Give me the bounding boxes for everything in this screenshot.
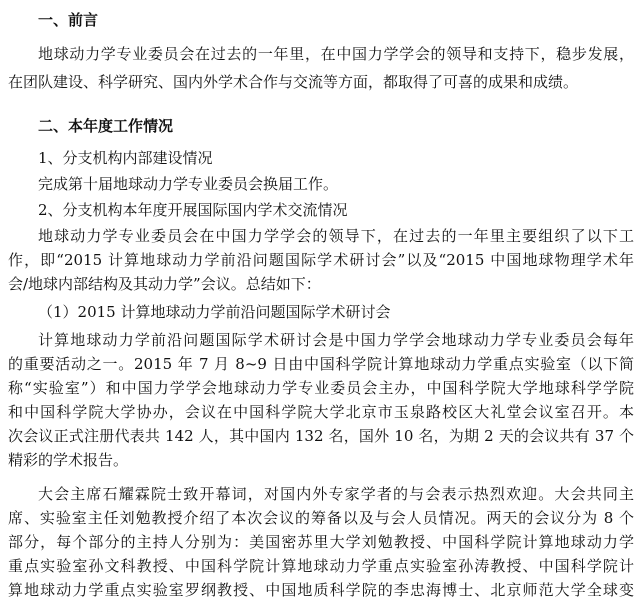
paragraph-line: 地球动力学专业委员会在过去的一年里，在中国力学学会的领导和支持下，稳步发展，: [38, 45, 634, 63]
paragraph-line: 地球动力学专业委员会在中国力学学会的领导下，在过去的一年里主要组织了以下工: [38, 227, 634, 245]
paragraph-line: 算地球动力学重点实验室罗纲教授、中国地质科学院的李忠海博士、北京师范大学全球变: [8, 581, 634, 599]
paragraph-line: 部分，每个部分的主持人分别为：美国密苏里大学刘勉教授、中国科学院计算地球动力学: [8, 533, 634, 551]
paragraph-line: 席、实验室主任刘勉教授介绍了本次会议的筹备以及与会人员情况。两天的会议分为 8 个: [8, 509, 634, 527]
paragraph-line: 精彩的学术报告。: [8, 451, 129, 469]
section-heading-work: 二、本年度工作情况: [38, 117, 174, 135]
subsection-title: 1、分支机构内部建设情况: [38, 149, 213, 167]
item-title: （1）2015 计算地球动力学前沿问题国际学术研讨会: [38, 303, 391, 321]
paragraph-line: 的重要活动之一。2015 年 7 月 8~9 日由中国科学院计算地球动力学重点实验室（以下简: [8, 355, 634, 373]
section-heading-preface: 一、前言: [38, 11, 99, 29]
paragraph-line: 会/地球内部结构及其动力学”会议。总结如下：: [8, 275, 321, 293]
paragraph-line: 在团队建设、科学研究、国内外学术合作与交流等方面，都取得了可喜的成果和成绩。: [8, 73, 579, 91]
paragraph-line: 计算地球动力学前沿问题国际学术研讨会是中国力学学会地球动力学专业委员会每年: [38, 331, 634, 349]
paragraph-line: 完成第十届地球动力学专业委员会换届工作。: [38, 175, 339, 193]
paragraph-line: 和中国科学院大学协办，会议在中国科学院大学北京市玉泉路校区大礼堂会议室召开。本: [8, 403, 634, 421]
paragraph-line: 称“实验室”）和中国力学学会地球动力学专业委员会主办，中国科学院大学地球科学学院: [8, 379, 634, 397]
paragraph-line: 次会议正式注册代表共 142 人，其中国内 132 名，国外 10 名，为期 2 天的会议共有 37 个: [8, 427, 634, 445]
paragraph-line: 重点实验室孙文科教授、中国科学院计算地球动力学重点实验室孙涛教授、中国科学院计: [8, 557, 634, 575]
paragraph-line: 大会主席石耀霖院士致开幕词，对国内外专家学者的与会表示热烈欢迎。大会共同主: [38, 485, 634, 503]
paragraph-line: 作，即“2015 计算地球动力学前沿问题国际学术研讨会”以及“2015 中国地球物理学术年: [8, 251, 634, 269]
subsection-title: 2、分支机构本年度开展国际国内学术交流情况: [38, 201, 348, 219]
